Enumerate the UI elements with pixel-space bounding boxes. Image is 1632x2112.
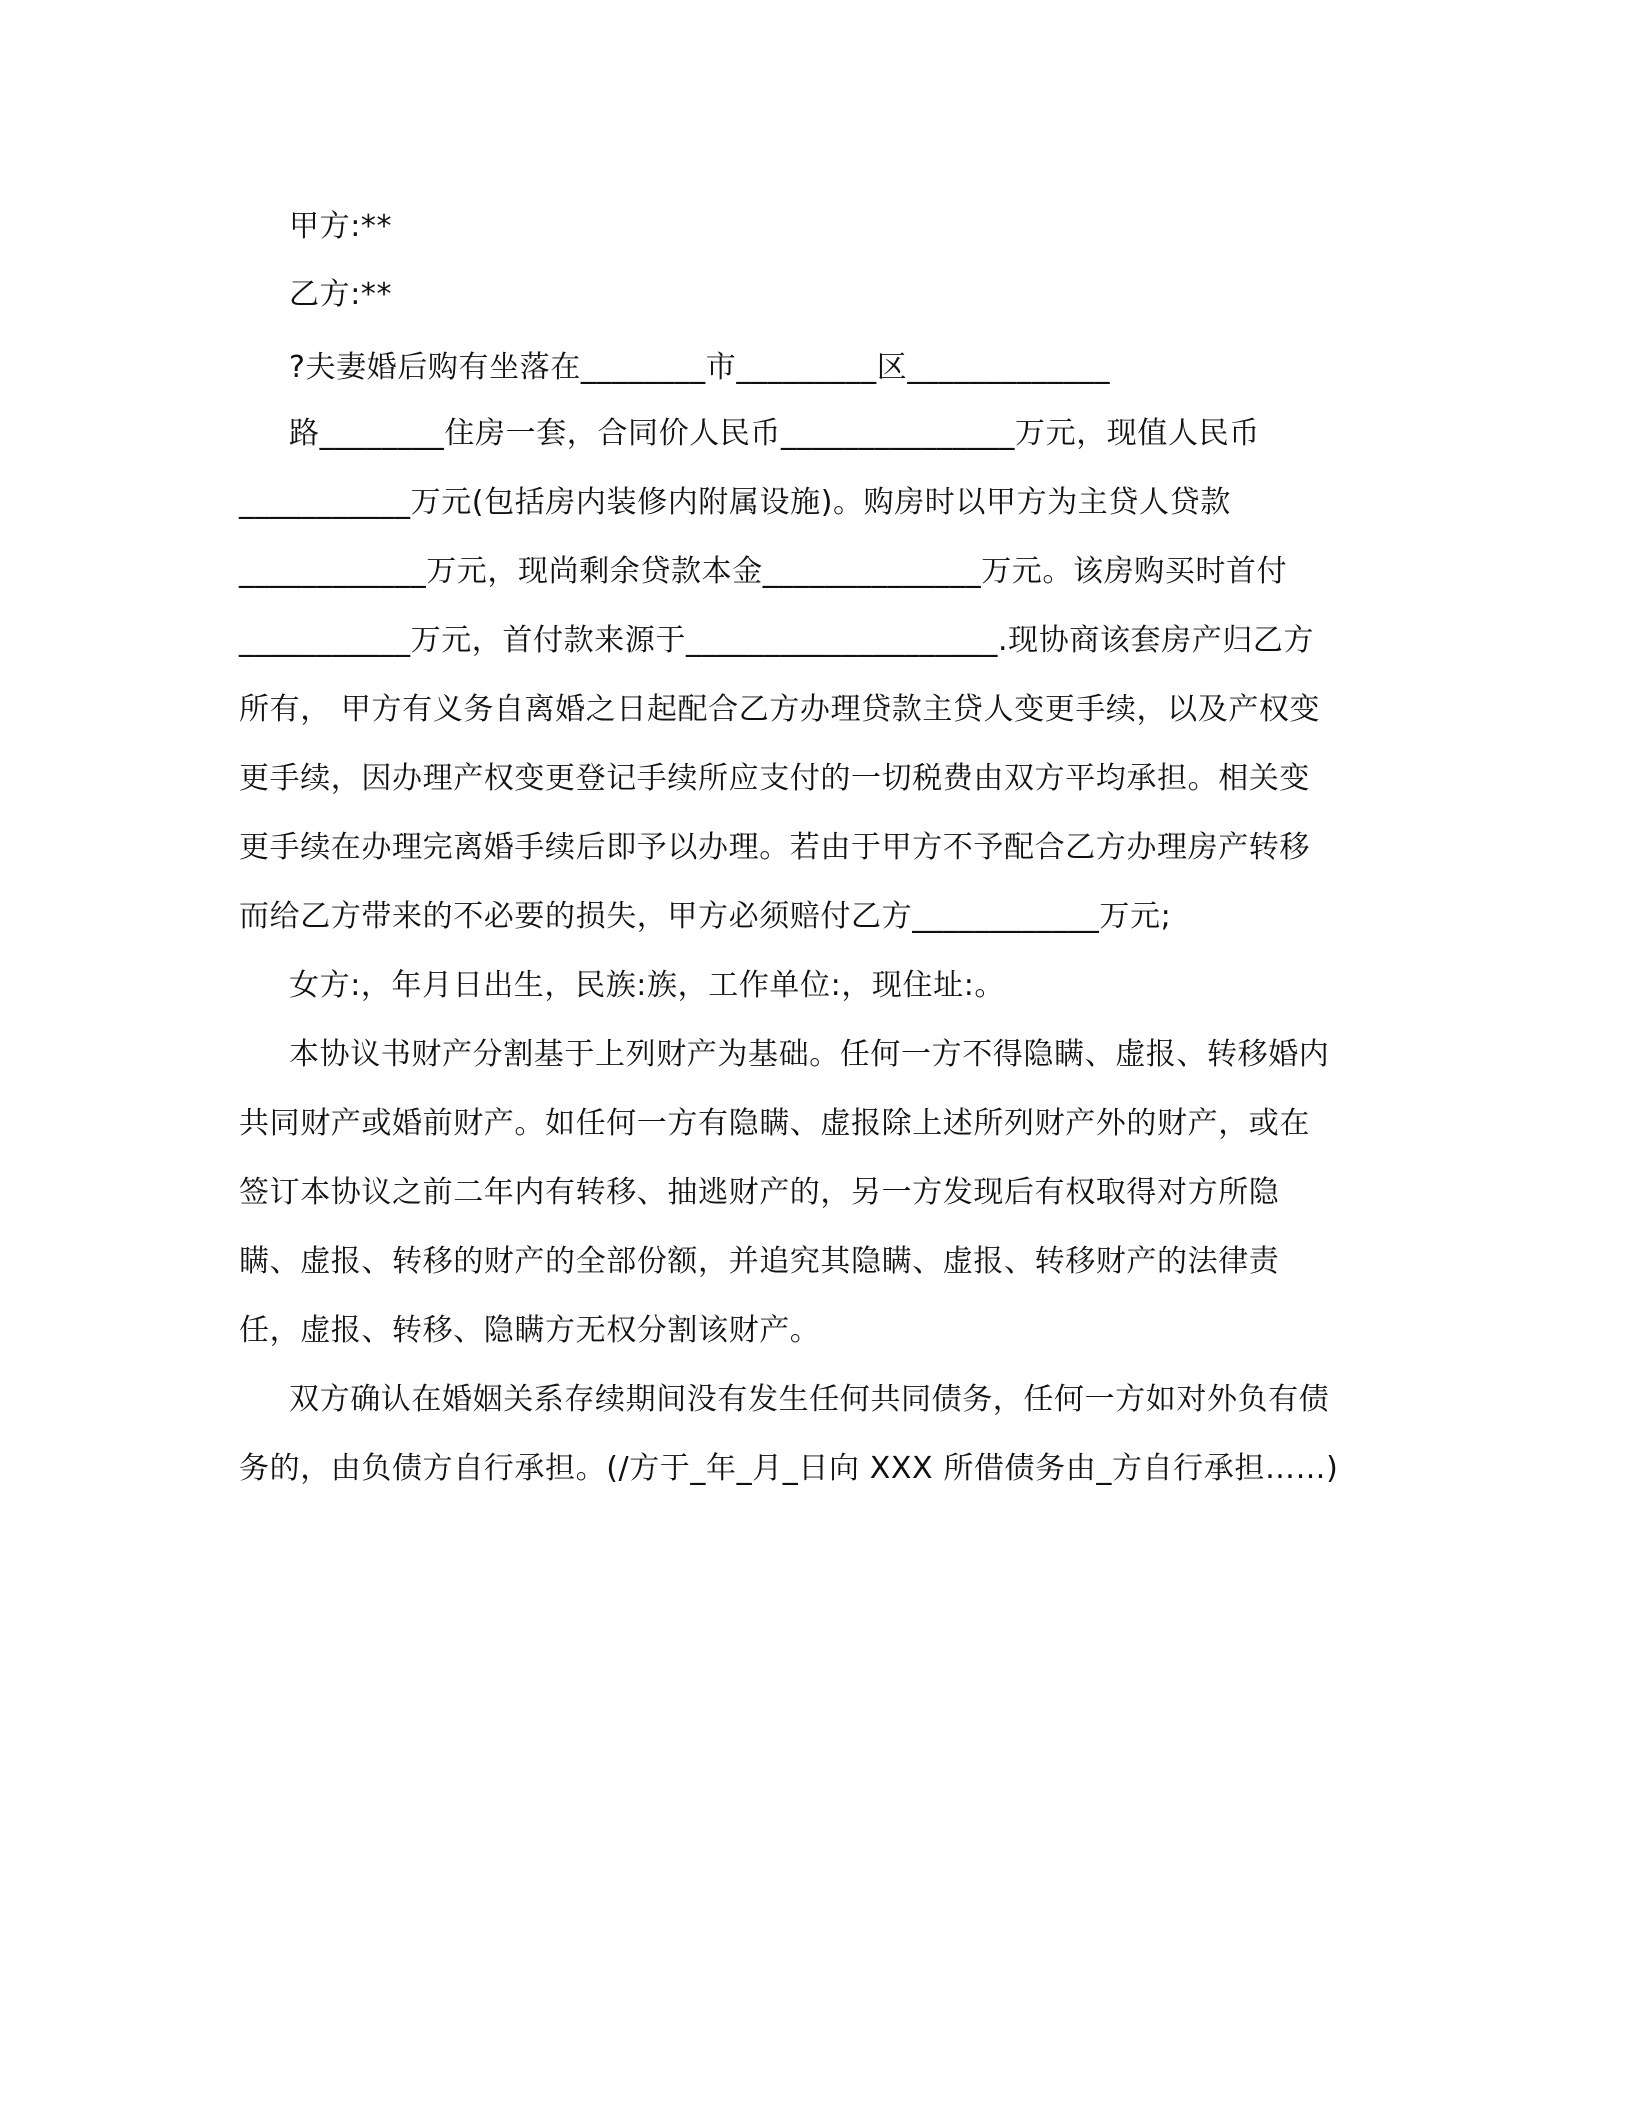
property-clause-line-2: 路________住房一套，合同价人民币_______________万元，现值人民币 xyxy=(289,416,1260,451)
property-clause-line-1: ?夫妻婚后购有坐落在________市_________区_____________ xyxy=(289,350,1111,385)
property-clause-line-9: 而给乙方带来的不必要的损失，甲方必须赔付乙方____________万元; xyxy=(239,899,1172,934)
division-clause-line-2: 共同财产或婚前财产。如任何一方有隐瞒、虚报除上述所列财产外的财产，或在 xyxy=(239,1106,1310,1141)
party-a-line: 甲方:** xyxy=(289,209,393,244)
party-b-line: 乙方:** xyxy=(289,277,393,312)
female-party-line: 女方:，年月日出生，民族:族，工作单位:，现住址:。 xyxy=(289,968,1006,1003)
division-clause-line-5: 任，虚报、转移、隐瞒方无权分割该财产。 xyxy=(239,1313,821,1348)
debt-clause-line-2: 务的，由负债方自行承担。(/方于_年_月_日向 XXX 所借债务由_方自行承担……) xyxy=(239,1451,1339,1486)
division-clause-line-3: 签订本协议之前二年内有转移、抽逃财产的，另一方发现后有权取得对方所隐 xyxy=(239,1175,1280,1210)
property-clause-line-3: ___________万元(包括房内装修内附属设施)。购房时以甲方为主贷人贷款 xyxy=(239,485,1231,520)
debt-clause-line-1: 双方确认在婚姻关系存续期间没有发生任何共同债务，任何一方如对外负有债 xyxy=(289,1382,1330,1417)
property-clause-line-8: 更手续在办理完离婚手续后即予以办理。若由于甲方不予配合乙方办理房产转移 xyxy=(239,830,1310,865)
property-clause-line-4: ____________万元，现尚剩余贷款本金______________万元。该房购买时首付 xyxy=(239,554,1288,589)
property-clause-line-5: ___________万元，首付款来源于____________________.现协商该套房产归乙方 xyxy=(239,623,1315,658)
property-clause-line-6: 所有， 甲方有义务自离婚之日起配合乙方办理贷款主贷人变更手续，以及产权变 xyxy=(239,692,1321,727)
division-clause-line-4: 瞒、虚报、转移的财产的全部份额，并追究其隐瞒、虚报、转移财产的法律责 xyxy=(239,1244,1280,1279)
division-clause-line-1: 本协议书财产分割基于上列财产为基础。任何一方不得隐瞒、虚报、转移婚内 xyxy=(289,1037,1330,1072)
property-clause-line-7: 更手续，因办理产权变更登记手续所应支付的一切税费由双方平均承担。相关变 xyxy=(239,761,1310,796)
